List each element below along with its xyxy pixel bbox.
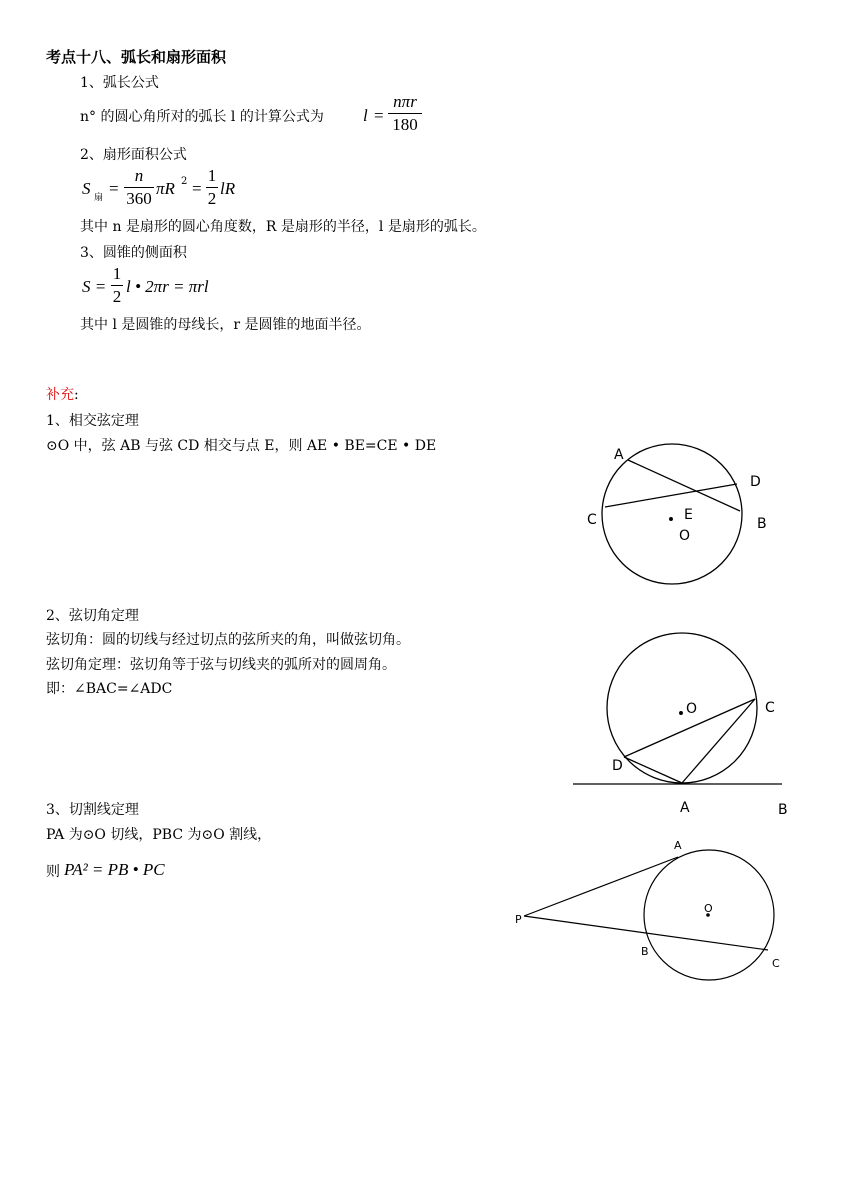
fraction-numerator: n [134,166,144,185]
tangent-chord-definition: 弦切角：圆的切线与经过切点的弦所夹的角，叫做弦切角。 [46,632,410,648]
arc-length-heading: 1、弧长公式 [80,75,159,91]
tangent-chord-labels [612,700,788,818]
intersecting-chords-text: ⊙O 中，弦 AB 与弦 CD 相交与点 E，则 AE • BE=CE • DE [46,438,437,454]
label-a: A [674,839,682,852]
tangent-secant-text: PA 为⊙O 切线，PBC 为⊙O 割线， [46,827,272,843]
label-p: P [515,913,522,926]
formula-superscript: 2 [181,176,188,187]
center-dot [680,712,683,715]
circle [602,444,742,584]
label-o: O [679,528,691,544]
tangent-secant-formula: PA² = PB • PC [64,860,165,879]
formula-equals-1: = [109,179,119,198]
fraction-numerator: nπr [393,92,417,111]
label-o: O [686,701,698,717]
formula-equals-2: = [192,179,202,198]
formula-rest: l • 2πr = πrl [126,277,209,296]
tangent-chord-theorem: 弦切角定理：弦切角等于弦与切线夹的弧所对的圆周角。 [46,657,396,673]
label-o: O [704,902,713,915]
chord-da [624,757,682,783]
label-a: A [680,800,690,816]
fraction-denominator: 360 [126,189,152,208]
label-b: B [641,945,649,958]
fraction-denominator: 2 [112,287,122,306]
fraction-denominator: 180 [392,115,418,134]
fraction-numerator: 1 [207,166,217,185]
tangent-secant-pre: 则 [46,864,60,880]
formula-equals: = [374,106,384,125]
label-d: D [612,758,623,774]
tangent-pa [524,857,678,916]
formula-l: l [363,106,368,125]
tangent-secant-figure [524,850,774,980]
intersecting-chords-figure [602,444,742,584]
label-a: A [614,447,624,463]
formula-s-subscript: 扇 [94,193,104,203]
cone-area-note: 其中 l 是圆锥的母线长，r 是圆锥的地面半径。 [80,317,371,333]
tangent-chord-figure [573,633,782,784]
arc-length-text: n° 的圆心角所对的弧长 l 的计算公式为 [80,109,324,125]
formula-s-equals: S = [82,277,107,296]
label-e: E [684,507,693,523]
label-c: C [765,700,775,716]
center-dot [670,518,673,521]
label-d: D [750,474,761,490]
formula-s: S [82,179,91,198]
section-title: 考点十八、弧长和扇形面积 [46,48,227,66]
label-b: B [757,516,767,532]
sector-area-heading: 2、扇形面积公式 [80,147,187,163]
tangent-chord-heading: 2、弦切角定理 [46,608,139,624]
label-b: B [778,802,788,818]
tangent-secant-heading: 3、切割线定理 [46,802,139,818]
cone-area-heading: 3、圆锥的侧面积 [80,245,187,261]
formula-lr: lR [220,179,236,198]
sector-area-note: 其中 n 是扇形的圆心角度数，R 是扇形的半径，l 是扇形的弧长。 [80,219,486,235]
supplement-title-text: 补充 [46,387,74,403]
chord-cd [605,484,737,507]
supplement-title-colon: : [74,387,79,403]
tangent-chord-equation: 即：∠BAC=∠ADC [46,681,173,697]
intersecting-chords-heading: 1、相交弦定理 [46,413,139,429]
chord-ab [628,460,740,511]
fraction-numerator: 1 [112,264,122,283]
label-c: C [587,512,597,528]
formula-pi-r: πR [156,179,175,198]
fraction-denominator: 2 [207,189,217,208]
label-c: C [772,957,780,970]
